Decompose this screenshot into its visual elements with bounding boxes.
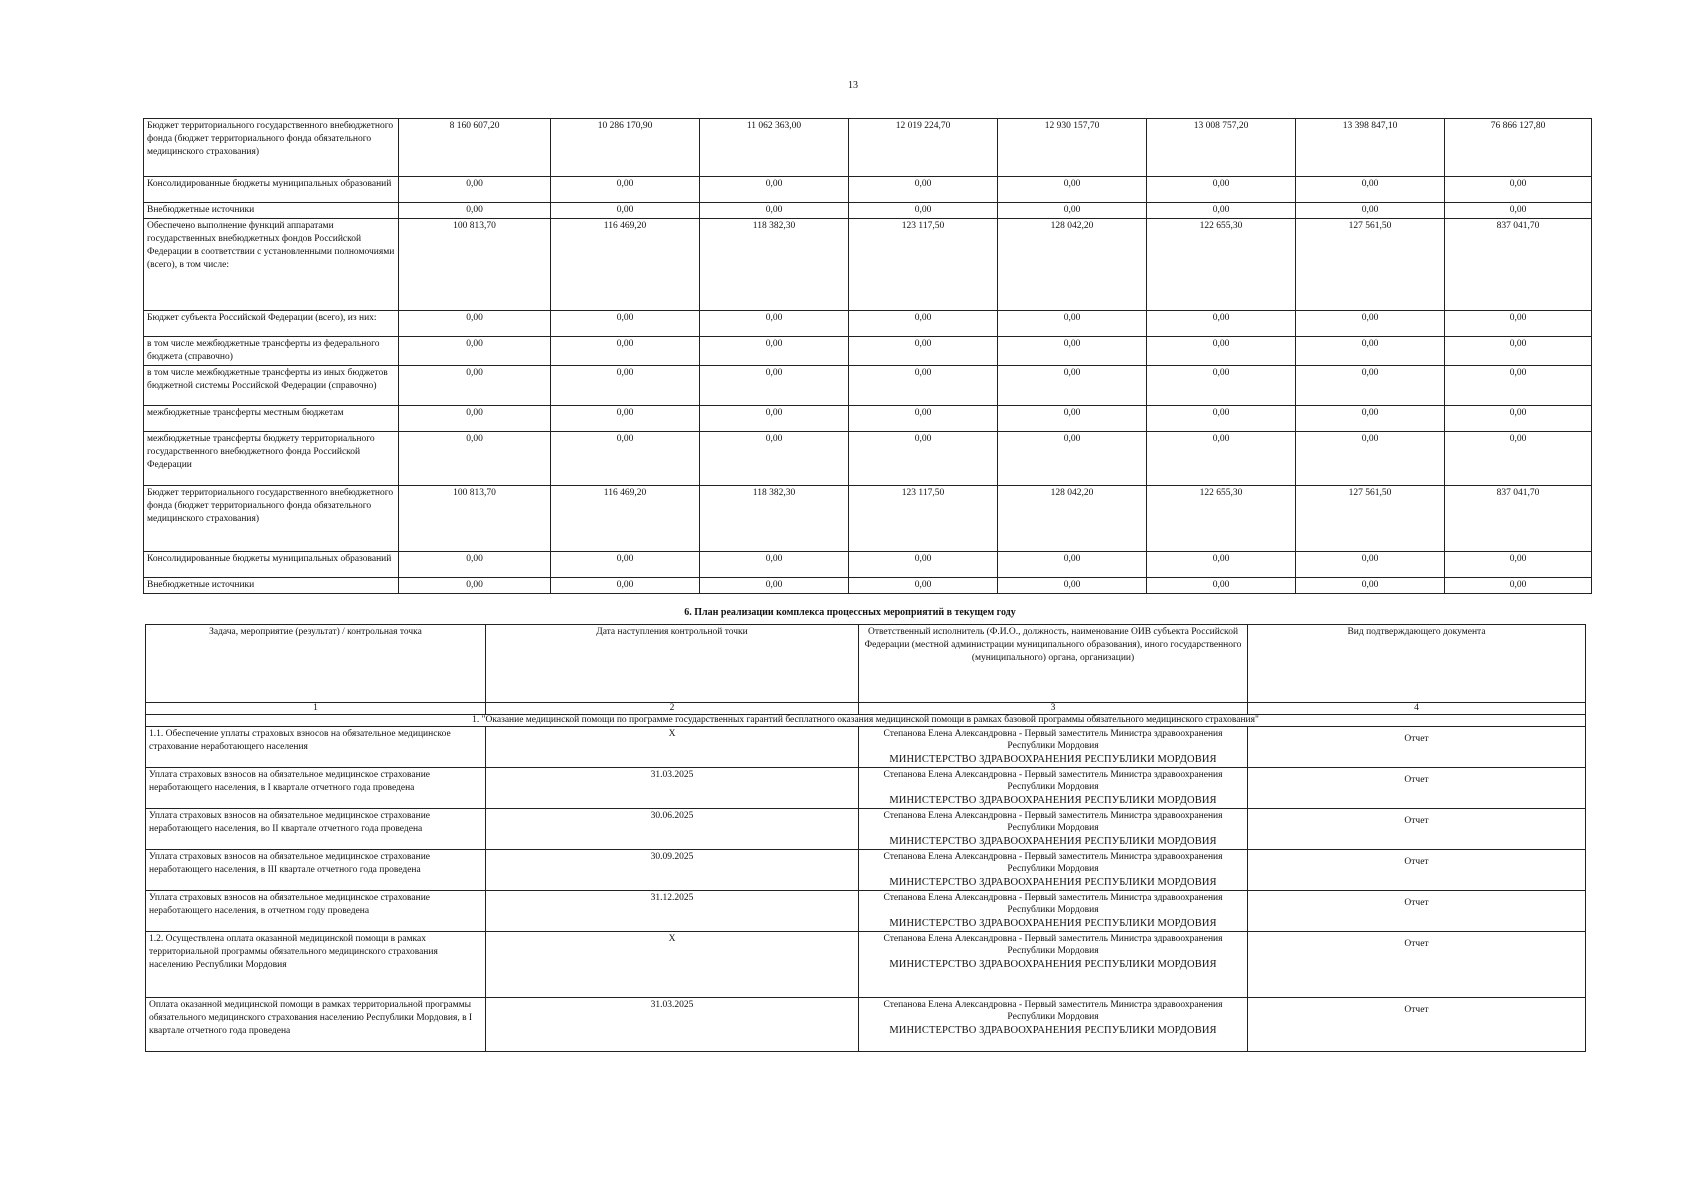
finance-value: 0,00 — [1445, 366, 1592, 406]
finance-row — [144, 119, 1592, 177]
finance-value: 0,00 — [1296, 366, 1445, 406]
finance-value: 0,00 — [849, 203, 998, 219]
finance-row-label: Обеспечено выполнение функций аппаратами государственных внебюджетных фондов Российской Федерации в соответствии с установленными полномочиями (всего), в том числе: — [144, 219, 399, 311]
finance-value: 0,00 — [551, 311, 700, 337]
document-type-cell: Отчет — [1248, 727, 1586, 768]
document-type-cell: Отчет — [1248, 809, 1586, 850]
finance-value: 0,00 — [700, 552, 849, 578]
finance-row-label: Внебюджетные источники — [144, 203, 399, 219]
document-type-cell: Отчет — [1248, 998, 1586, 1052]
organization-name: МИНИСТЕРСТВО ЗДРАВООХРАНЕНИЯ РЕСПУБЛИКИ МОРДОВИЯ — [889, 754, 1217, 765]
plan-row — [146, 768, 1586, 809]
finance-value: 10 286 170,90 — [551, 119, 700, 177]
finance-value: 0,00 — [399, 578, 551, 594]
finance-value: 837 041,70 — [1445, 219, 1592, 311]
task-cell: Уплата страховых взносов на обязательное медицинское страхование неработающего населения, в I квартале отчетного года проведена — [146, 768, 486, 809]
organization-name: МИНИСТЕРСТВО ЗДРАВООХРАНЕНИЯ РЕСПУБЛИКИ МОРДОВИЯ — [889, 795, 1217, 806]
finance-value: 128 042,20 — [998, 219, 1147, 311]
finance-value: 0,00 — [1147, 203, 1296, 219]
responsible-person: Степанова Елена Александровна - Первый заместитель Министра здравоохранения Республики Мордовия — [883, 770, 1223, 792]
finance-value: 0,00 — [1147, 432, 1296, 486]
finance-value: 0,00 — [551, 366, 700, 406]
responsible-cell — [859, 998, 1248, 1052]
finance-value: 122 655,30 — [1147, 486, 1296, 552]
finance-value: 0,00 — [551, 552, 700, 578]
finance-value: 0,00 — [700, 366, 849, 406]
finance-value: 0,00 — [399, 552, 551, 578]
finance-value: 123 117,50 — [849, 486, 998, 552]
finance-value: 0,00 — [1296, 177, 1445, 203]
finance-value: 0,00 — [1445, 311, 1592, 337]
finance-value: 0,00 — [1296, 311, 1445, 337]
finance-row — [144, 366, 1592, 406]
finance-value: 0,00 — [1445, 337, 1592, 366]
organization-name: МИНИСТЕРСТВО ЗДРАВООХРАНЕНИЯ РЕСПУБЛИКИ МОРДОВИЯ — [889, 959, 1217, 970]
responsible-person: Степанова Елена Александровна - Первый заместитель Министра здравоохранения Республики Мордовия — [883, 934, 1223, 956]
finance-row-label: в том числе межбюджетные трансферты из иных бюджетов бюджетной системы Российской Федерации (справочно) — [144, 366, 399, 406]
organization-name: МИНИСТЕРСТВО ЗДРАВООХРАНЕНИЯ РЕСПУБЛИКИ МОРДОВИЯ — [889, 836, 1217, 847]
finance-value: 0,00 — [700, 177, 849, 203]
plan-row — [146, 998, 1586, 1052]
finance-value: 8 160 607,20 — [399, 119, 551, 177]
finance-row-label: Бюджет территориального государственного внебюджетного фонда (бюджет территориального фонда обязательного медицинского страхования) — [144, 119, 399, 177]
finance-value: 0,00 — [849, 177, 998, 203]
date-cell: X — [486, 932, 859, 998]
column-number: 1 — [146, 703, 486, 715]
responsible-person: Степанова Елена Александровна - Первый заместитель Министра здравоохранения Республики Мордовия — [883, 729, 1223, 751]
responsible-person: Степанова Елена Александровна - Первый заместитель Министра здравоохранения Республики Мордовия — [883, 852, 1223, 874]
finance-row-label: Внебюджетные источники — [144, 578, 399, 594]
finance-value: 0,00 — [1147, 177, 1296, 203]
column-number: 2 — [486, 703, 859, 715]
responsible-cell — [859, 850, 1248, 891]
finance-value: 0,00 — [1147, 578, 1296, 594]
date-cell: 31.03.2025 — [486, 768, 859, 809]
task-cell: Уплата страховых взносов на обязательное медицинское страхование неработающего населения, в III квартале отчетного года проведена — [146, 850, 486, 891]
finance-row — [144, 311, 1592, 337]
header-responsible: Ответственный исполнитель (Ф.И.О., должность, наименование ОИВ субъекта Российской Федерации (местной администрации муниципального образования), иного государственного (муниципального) органа, организации) — [859, 625, 1248, 703]
responsible-cell — [859, 809, 1248, 850]
finance-value: 0,00 — [1147, 366, 1296, 406]
plan-row — [146, 932, 1586, 998]
finance-value: 0,00 — [1147, 337, 1296, 366]
finance-row — [144, 432, 1592, 486]
finance-table — [143, 118, 1592, 594]
finance-value: 0,00 — [551, 203, 700, 219]
header-task: Задача, мероприятие (результат) / контрольная точка — [146, 625, 486, 703]
finance-value: 0,00 — [1147, 311, 1296, 337]
finance-value: 0,00 — [998, 578, 1147, 594]
finance-row-label: Бюджет субъекта Российской Федерации (всего), из них: — [144, 311, 399, 337]
finance-row — [144, 219, 1592, 311]
finance-value: 12 930 157,70 — [998, 119, 1147, 177]
finance-value: 0,00 — [998, 406, 1147, 432]
finance-row-label: межбюджетные трансферты местным бюджетам — [144, 406, 399, 432]
finance-value: 0,00 — [998, 311, 1147, 337]
responsible-cell — [859, 727, 1248, 768]
task-cell: 1.1. Обеспечение уплаты страховых взносов на обязательное медицинское страхование неработающего населения — [146, 727, 486, 768]
finance-row — [144, 486, 1592, 552]
finance-value: 76 866 127,80 — [1445, 119, 1592, 177]
finance-value: 0,00 — [998, 177, 1147, 203]
finance-value: 0,00 — [551, 578, 700, 594]
finance-row — [144, 552, 1592, 578]
page-number: 13 — [848, 80, 858, 91]
finance-value: 0,00 — [700, 406, 849, 432]
finance-value: 0,00 — [849, 311, 998, 337]
date-cell: 30.09.2025 — [486, 850, 859, 891]
finance-value: 127 561,50 — [1296, 219, 1445, 311]
responsible-person: Степанова Елена Александровна - Первый заместитель Министра здравоохранения Республики Мордовия — [883, 811, 1223, 833]
finance-value: 0,00 — [1147, 406, 1296, 432]
responsible-person: Степанова Елена Александровна - Первый заместитель Министра здравоохранения Республики Мордовия — [883, 1000, 1223, 1022]
finance-value: 0,00 — [1296, 552, 1445, 578]
finance-value: 116 469,20 — [551, 219, 700, 311]
finance-value: 0,00 — [1147, 552, 1296, 578]
plan-table — [145, 624, 1586, 1052]
finance-value: 100 813,70 — [399, 219, 551, 311]
responsible-cell — [859, 768, 1248, 809]
responsible-cell — [859, 891, 1248, 932]
finance-value: 11 062 363,00 — [700, 119, 849, 177]
task-cell: Уплата страховых взносов на обязательное медицинское страхование неработающего населения, в отчетном году проведена — [146, 891, 486, 932]
document-type-cell: Отчет — [1248, 932, 1586, 998]
finance-value: 0,00 — [849, 406, 998, 432]
finance-value: 0,00 — [849, 578, 998, 594]
finance-value: 0,00 — [1445, 177, 1592, 203]
finance-row — [144, 578, 1592, 594]
finance-value: 0,00 — [1296, 432, 1445, 486]
plan-title: 6. План реализации комплекса процессных мероприятий в текущем году — [684, 607, 1016, 618]
finance-value: 0,00 — [551, 337, 700, 366]
finance-row-label: межбюджетные трансферты бюджету территориального государственного внебюджетного фонда Российской Федерации — [144, 432, 399, 486]
date-cell: 30.06.2025 — [486, 809, 859, 850]
finance-value: 0,00 — [849, 432, 998, 486]
task-cell: 1.2. Осуществлена оплата оказанной медицинской помощи в рамках территориальной программы обязательного медицинского страхования населению Республики Мордовия — [146, 932, 486, 998]
finance-value: 127 561,50 — [1296, 486, 1445, 552]
column-number: 4 — [1248, 703, 1586, 715]
finance-value: 0,00 — [1445, 432, 1592, 486]
section-title: 1. "Оказание медицинской помощи по программе государственных гарантий бесплатного оказания медицинской помощи в рамках базовой программы обязательного медицинского страхования" — [146, 715, 1586, 727]
organization-name: МИНИСТЕРСТВО ЗДРАВООХРАНЕНИЯ РЕСПУБЛИКИ МОРДОВИЯ — [889, 877, 1217, 888]
organization-name: МИНИСТЕРСТВО ЗДРАВООХРАНЕНИЯ РЕСПУБЛИКИ МОРДОВИЯ — [889, 1025, 1217, 1036]
document-type-cell: Отчет — [1248, 850, 1586, 891]
plan-row — [146, 850, 1586, 891]
date-cell: 31.03.2025 — [486, 998, 859, 1052]
finance-value: 0,00 — [849, 366, 998, 406]
finance-value: 0,00 — [1445, 578, 1592, 594]
finance-row — [144, 406, 1592, 432]
finance-value: 118 382,30 — [700, 486, 849, 552]
finance-value: 0,00 — [998, 203, 1147, 219]
finance-value: 0,00 — [700, 311, 849, 337]
finance-row-label: Консолидированные бюджеты муниципальных образований — [144, 177, 399, 203]
document-type-cell: Отчет — [1248, 891, 1586, 932]
finance-value: 0,00 — [998, 337, 1147, 366]
finance-value: 0,00 — [399, 406, 551, 432]
plan-row — [146, 809, 1586, 850]
header-document: Вид подтверждающего документа — [1248, 625, 1586, 703]
finance-value: 0,00 — [700, 337, 849, 366]
responsible-person: Степанова Елена Александровна - Первый заместитель Министра здравоохранения Республики Мордовия — [883, 893, 1223, 915]
finance-value: 0,00 — [399, 311, 551, 337]
finance-row — [144, 177, 1592, 203]
plan-row — [146, 727, 1586, 768]
finance-value: 0,00 — [551, 432, 700, 486]
finance-value: 0,00 — [849, 337, 998, 366]
finance-value: 0,00 — [551, 406, 700, 432]
finance-value: 0,00 — [700, 578, 849, 594]
finance-value: 0,00 — [1445, 406, 1592, 432]
plan-row — [146, 891, 1586, 932]
finance-value: 0,00 — [399, 366, 551, 406]
column-number: 3 — [859, 703, 1248, 715]
finance-value: 0,00 — [1296, 337, 1445, 366]
document-type-cell: Отчет — [1248, 768, 1586, 809]
finance-value: 0,00 — [700, 432, 849, 486]
finance-value: 13 398 847,10 — [1296, 119, 1445, 177]
organization-name: МИНИСТЕРСТВО ЗДРАВООХРАНЕНИЯ РЕСПУБЛИКИ МОРДОВИЯ — [889, 918, 1217, 929]
finance-row-label: в том числе межбюджетные трансферты из федерального бюджета (справочно) — [144, 337, 399, 366]
finance-value: 0,00 — [849, 552, 998, 578]
finance-value: 118 382,30 — [700, 219, 849, 311]
finance-value: 0,00 — [1296, 203, 1445, 219]
finance-value: 0,00 — [998, 366, 1147, 406]
finance-value: 0,00 — [1296, 406, 1445, 432]
finance-value: 128 042,20 — [998, 486, 1147, 552]
finance-value: 0,00 — [399, 337, 551, 366]
section-row — [146, 715, 1586, 727]
header-date: Дата наступления контрольной точки — [486, 625, 859, 703]
finance-value: 0,00 — [998, 552, 1147, 578]
finance-value: 13 008 757,20 — [1147, 119, 1296, 177]
finance-value: 123 117,50 — [849, 219, 998, 311]
finance-value: 0,00 — [399, 432, 551, 486]
finance-value: 0,00 — [998, 432, 1147, 486]
finance-row-label: Консолидированные бюджеты муниципальных образований — [144, 552, 399, 578]
finance-value: 0,00 — [1445, 552, 1592, 578]
finance-value: 0,00 — [1296, 578, 1445, 594]
finance-value: 122 655,30 — [1147, 219, 1296, 311]
responsible-cell — [859, 932, 1248, 998]
finance-row-label: Бюджет территориального государственного внебюджетного фонда (бюджет территориального фонда обязательного медицинского страхования) — [144, 486, 399, 552]
finance-value: 0,00 — [399, 177, 551, 203]
plan-header-row — [146, 625, 1586, 703]
finance-row — [144, 203, 1592, 219]
finance-value: 0,00 — [700, 203, 849, 219]
finance-value: 0,00 — [551, 177, 700, 203]
finance-value: 0,00 — [1445, 203, 1592, 219]
finance-row — [144, 337, 1592, 366]
column-number-row — [146, 703, 1586, 715]
finance-value: 116 469,20 — [551, 486, 700, 552]
date-cell: 31.12.2025 — [486, 891, 859, 932]
task-cell: Оплата оказанной медицинской помощи в рамках территориальной программы обязательного медицинского страхования населению Республики Мордовия, в I квартале отчетного года проведена — [146, 998, 486, 1052]
finance-value: 0,00 — [399, 203, 551, 219]
finance-value: 837 041,70 — [1445, 486, 1592, 552]
finance-value: 100 813,70 — [399, 486, 551, 552]
finance-value: 12 019 224,70 — [849, 119, 998, 177]
task-cell: Уплата страховых взносов на обязательное медицинское страхование неработающего населения, во II квартале отчетного года проведена — [146, 809, 486, 850]
date-cell: X — [486, 727, 859, 768]
